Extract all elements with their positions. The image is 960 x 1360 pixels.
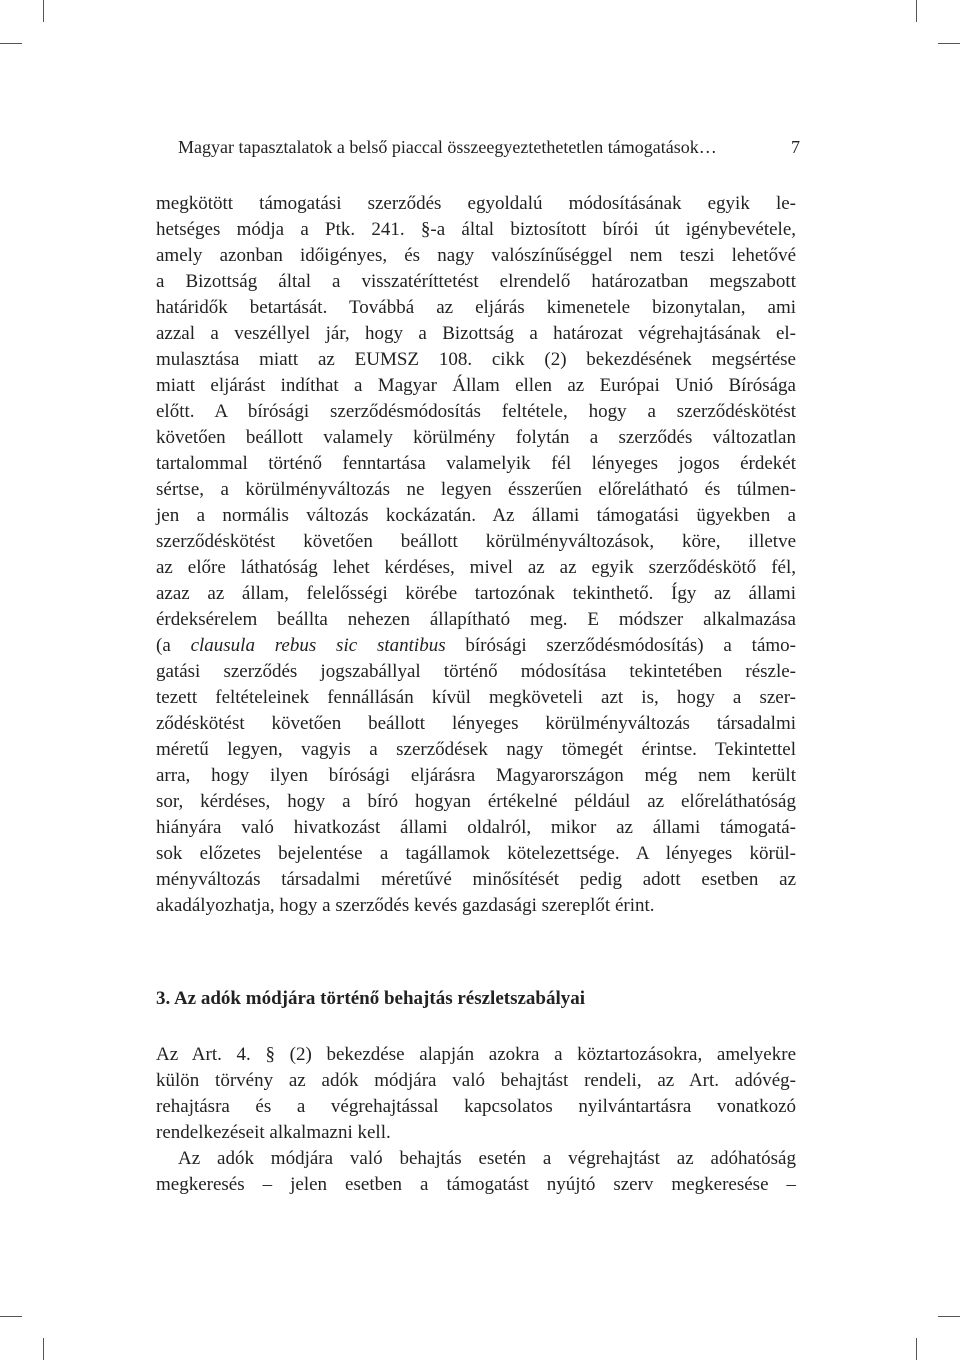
text-line: megkeresés – jelen esetben a támogatást nyújtó szerv megkeresése – xyxy=(156,1174,796,1195)
section-heading: 3. Az adók módjára történő behajtás részletszabályai xyxy=(156,988,586,1009)
text-line: hiányára való hivatkozást állami oldalról, mikor az állami támogatá- xyxy=(156,817,796,838)
text-line: azaz az állam, felelősségi körébe tartozónak tekinthető. Így az állami xyxy=(156,583,796,604)
text-line: jen a normális változás kockázatán. Az állami támogatási ügyekben a xyxy=(156,505,796,526)
crop-mark-top-left xyxy=(43,0,44,22)
text-line: Az adók módjára való behajtás esetén a végrehajtást az adóhatóság xyxy=(178,1148,796,1169)
text-line: akadályozhatja, hogy a szerződés kevés gazdasági szereplőt érint. xyxy=(156,895,655,916)
text-line: arra, hogy ilyen bírósági eljárásra Magyarországon még nem került xyxy=(156,765,796,786)
crop-mark-bottom-right-h xyxy=(938,1316,960,1317)
text-line: az előre láthatóság lehet kérdéses, mivel az az egyik szerződéskötő fél, xyxy=(156,557,796,578)
paragraph-1 xyxy=(156,191,796,919)
text-fragment: bírósági szerződésmódosítás) a támo- xyxy=(445,635,796,656)
text-line: határidők betartását. Továbbá az eljárás kimenetele bizonytalan, ami xyxy=(156,297,796,318)
crop-mark-bottom-left-h xyxy=(0,1316,22,1317)
text-line: érdeksérelem beállta nehezen állapítható meg. E módszer alkalmazása xyxy=(156,609,796,630)
text-line: külön törvény az adók módjára való behajtást rendeli, az Art. adóvég- xyxy=(156,1070,796,1091)
text-line: Az Art. 4. § (2) bekezdése alapján azokra a köztartozásokra, amelyekre xyxy=(156,1044,796,1065)
text-fragment: (a xyxy=(156,635,191,656)
text-line: amely azonban időigényes, és nagy valószínűséggel nem teszi lehetővé xyxy=(156,245,796,266)
text-line: a Bizottság által a visszatéríttetést elrendelő határozatban megszabott xyxy=(156,271,796,292)
text-line: szerződéskötést követően beállott körülményváltozások, köre, illetve xyxy=(156,531,796,552)
running-title: Magyar tapasztalatok a belső piaccal összeegyeztethetetlen támogatások… xyxy=(178,137,717,157)
text-line: miatt eljárást indíthat a Magyar Állam ellen az Európai Unió Bírósága xyxy=(156,375,796,396)
text-line: rehajtásra és a végrehajtással kapcsolatos nyilvántartásra vonatkozó xyxy=(156,1096,796,1117)
text-line-with-italic xyxy=(156,633,796,659)
text-line: előtt. A bírósági szerződésmódosítás feltétele, hogy a szerződéskötést xyxy=(156,401,796,422)
page-number: 7 xyxy=(791,137,800,157)
crop-mark-top-right xyxy=(916,0,917,22)
latin-term: clausula rebus sic stantibus xyxy=(190,635,446,656)
text-line: gatási szerződés jogszabállyal történő módosítása tekintetében részle- xyxy=(156,661,796,682)
text-line: sok előzetes bejelentése a tagállamok kötelezettsége. A lényeges körül- xyxy=(156,843,796,864)
running-header xyxy=(178,134,800,160)
crop-mark-top-right-h xyxy=(938,43,960,44)
text-line: rendelkezéseit alkalmazni kell. xyxy=(156,1122,391,1143)
text-line: követően beállott valamely körülmény folytán a szerződés változatlan xyxy=(156,427,796,448)
section-body xyxy=(156,1042,796,1198)
text-line: hetséges módja a Ptk. 241. §-a által biztosított bírói út igénybevétele, xyxy=(156,219,796,240)
text-line: ményváltozás társadalmi méretűvé minősítését pedig adott esetben az xyxy=(156,869,796,890)
text-line: megkötött támogatási szerződés egyoldalú módosításának egyik le- xyxy=(156,193,796,214)
text-line: ződéskötést követően beállott lényeges körülményváltozás társadalmi xyxy=(156,713,796,734)
crop-mark-bottom-left xyxy=(43,1338,44,1360)
crop-mark-top-left-h xyxy=(0,43,22,44)
text-line: sor, kérdéses, hogy a bíró hogyan értékelné például az előreláthatóság xyxy=(156,791,796,812)
text-line: méretű legyen, vagyis a szerződések nagy tömegét érintse. Tekintettel xyxy=(156,739,796,760)
text-line: tezett feltételeinek fennállásán kívül megköveteli azt is, hogy a szer- xyxy=(156,687,796,708)
text-line: mulasztása miatt az EUMSZ 108. cikk (2) bekezdésének megsértése xyxy=(156,349,796,370)
text-line: sértse, a körülményváltozás ne legyen ésszerűen előrelátható és túlmen- xyxy=(156,479,796,500)
text-line: azzal a veszéllyel jár, hogy a Bizottság a határozat végrehajtásának el- xyxy=(156,323,796,344)
crop-mark-bottom-right xyxy=(916,1338,917,1360)
text-line: tartalommal történő fenntartása valamelyik fél lényeges jogos érdekét xyxy=(156,453,796,474)
